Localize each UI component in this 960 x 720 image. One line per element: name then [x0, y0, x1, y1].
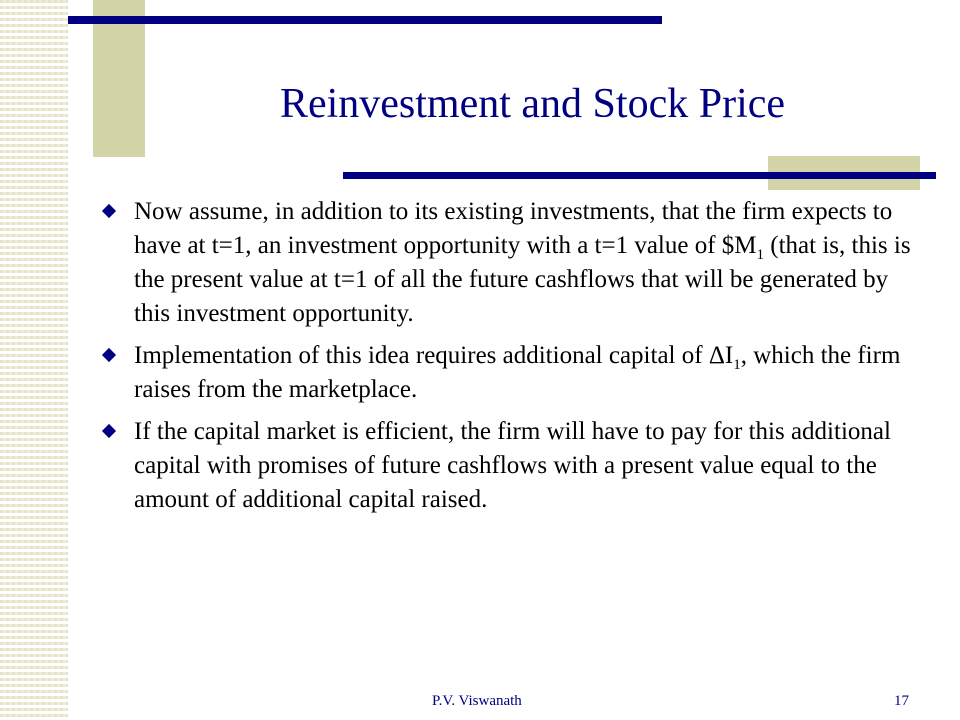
bullet-item-1: [102, 195, 922, 331]
bullet-item-3: [102, 415, 922, 517]
diamond-bullet-icon: [102, 348, 116, 362]
subscript: 1: [733, 357, 741, 373]
left-striped-border: [0, 0, 68, 720]
decorative-title-underline-bar: [343, 172, 936, 179]
diamond-bullet-icon: [102, 424, 116, 438]
decorative-top-bar: [68, 16, 662, 24]
subscript: 1: [756, 247, 765, 263]
page-number: 17: [894, 693, 909, 709]
slide-title: Reinvestment and Stock Price: [279, 81, 786, 127]
bullet-list: [102, 195, 922, 525]
bullet-text: Now assume, in addition to its existing investments, that the firm expects to have at t=1, an investment opportunity with a t=1 value of $\$M_1$ (that is, this is the present value at t=1 of all the future cashflows that will be generated by this investment opportunity.: [134, 198, 911, 327]
footer-author: P.V. Viswanath: [432, 693, 522, 709]
bullet-item-2: [102, 339, 922, 407]
bullet-text: Implementation of this idea requires additional capital of $\Delta I_1$, which the firm raises from the marketplace.: [134, 342, 901, 403]
bullet-text: If the capital market is efficient, the firm will have to pay for this additional capital with promises of future cashflows with a present value equal to the amount of additional capital raised.: [134, 418, 891, 513]
diamond-bullet-icon: [102, 204, 116, 218]
